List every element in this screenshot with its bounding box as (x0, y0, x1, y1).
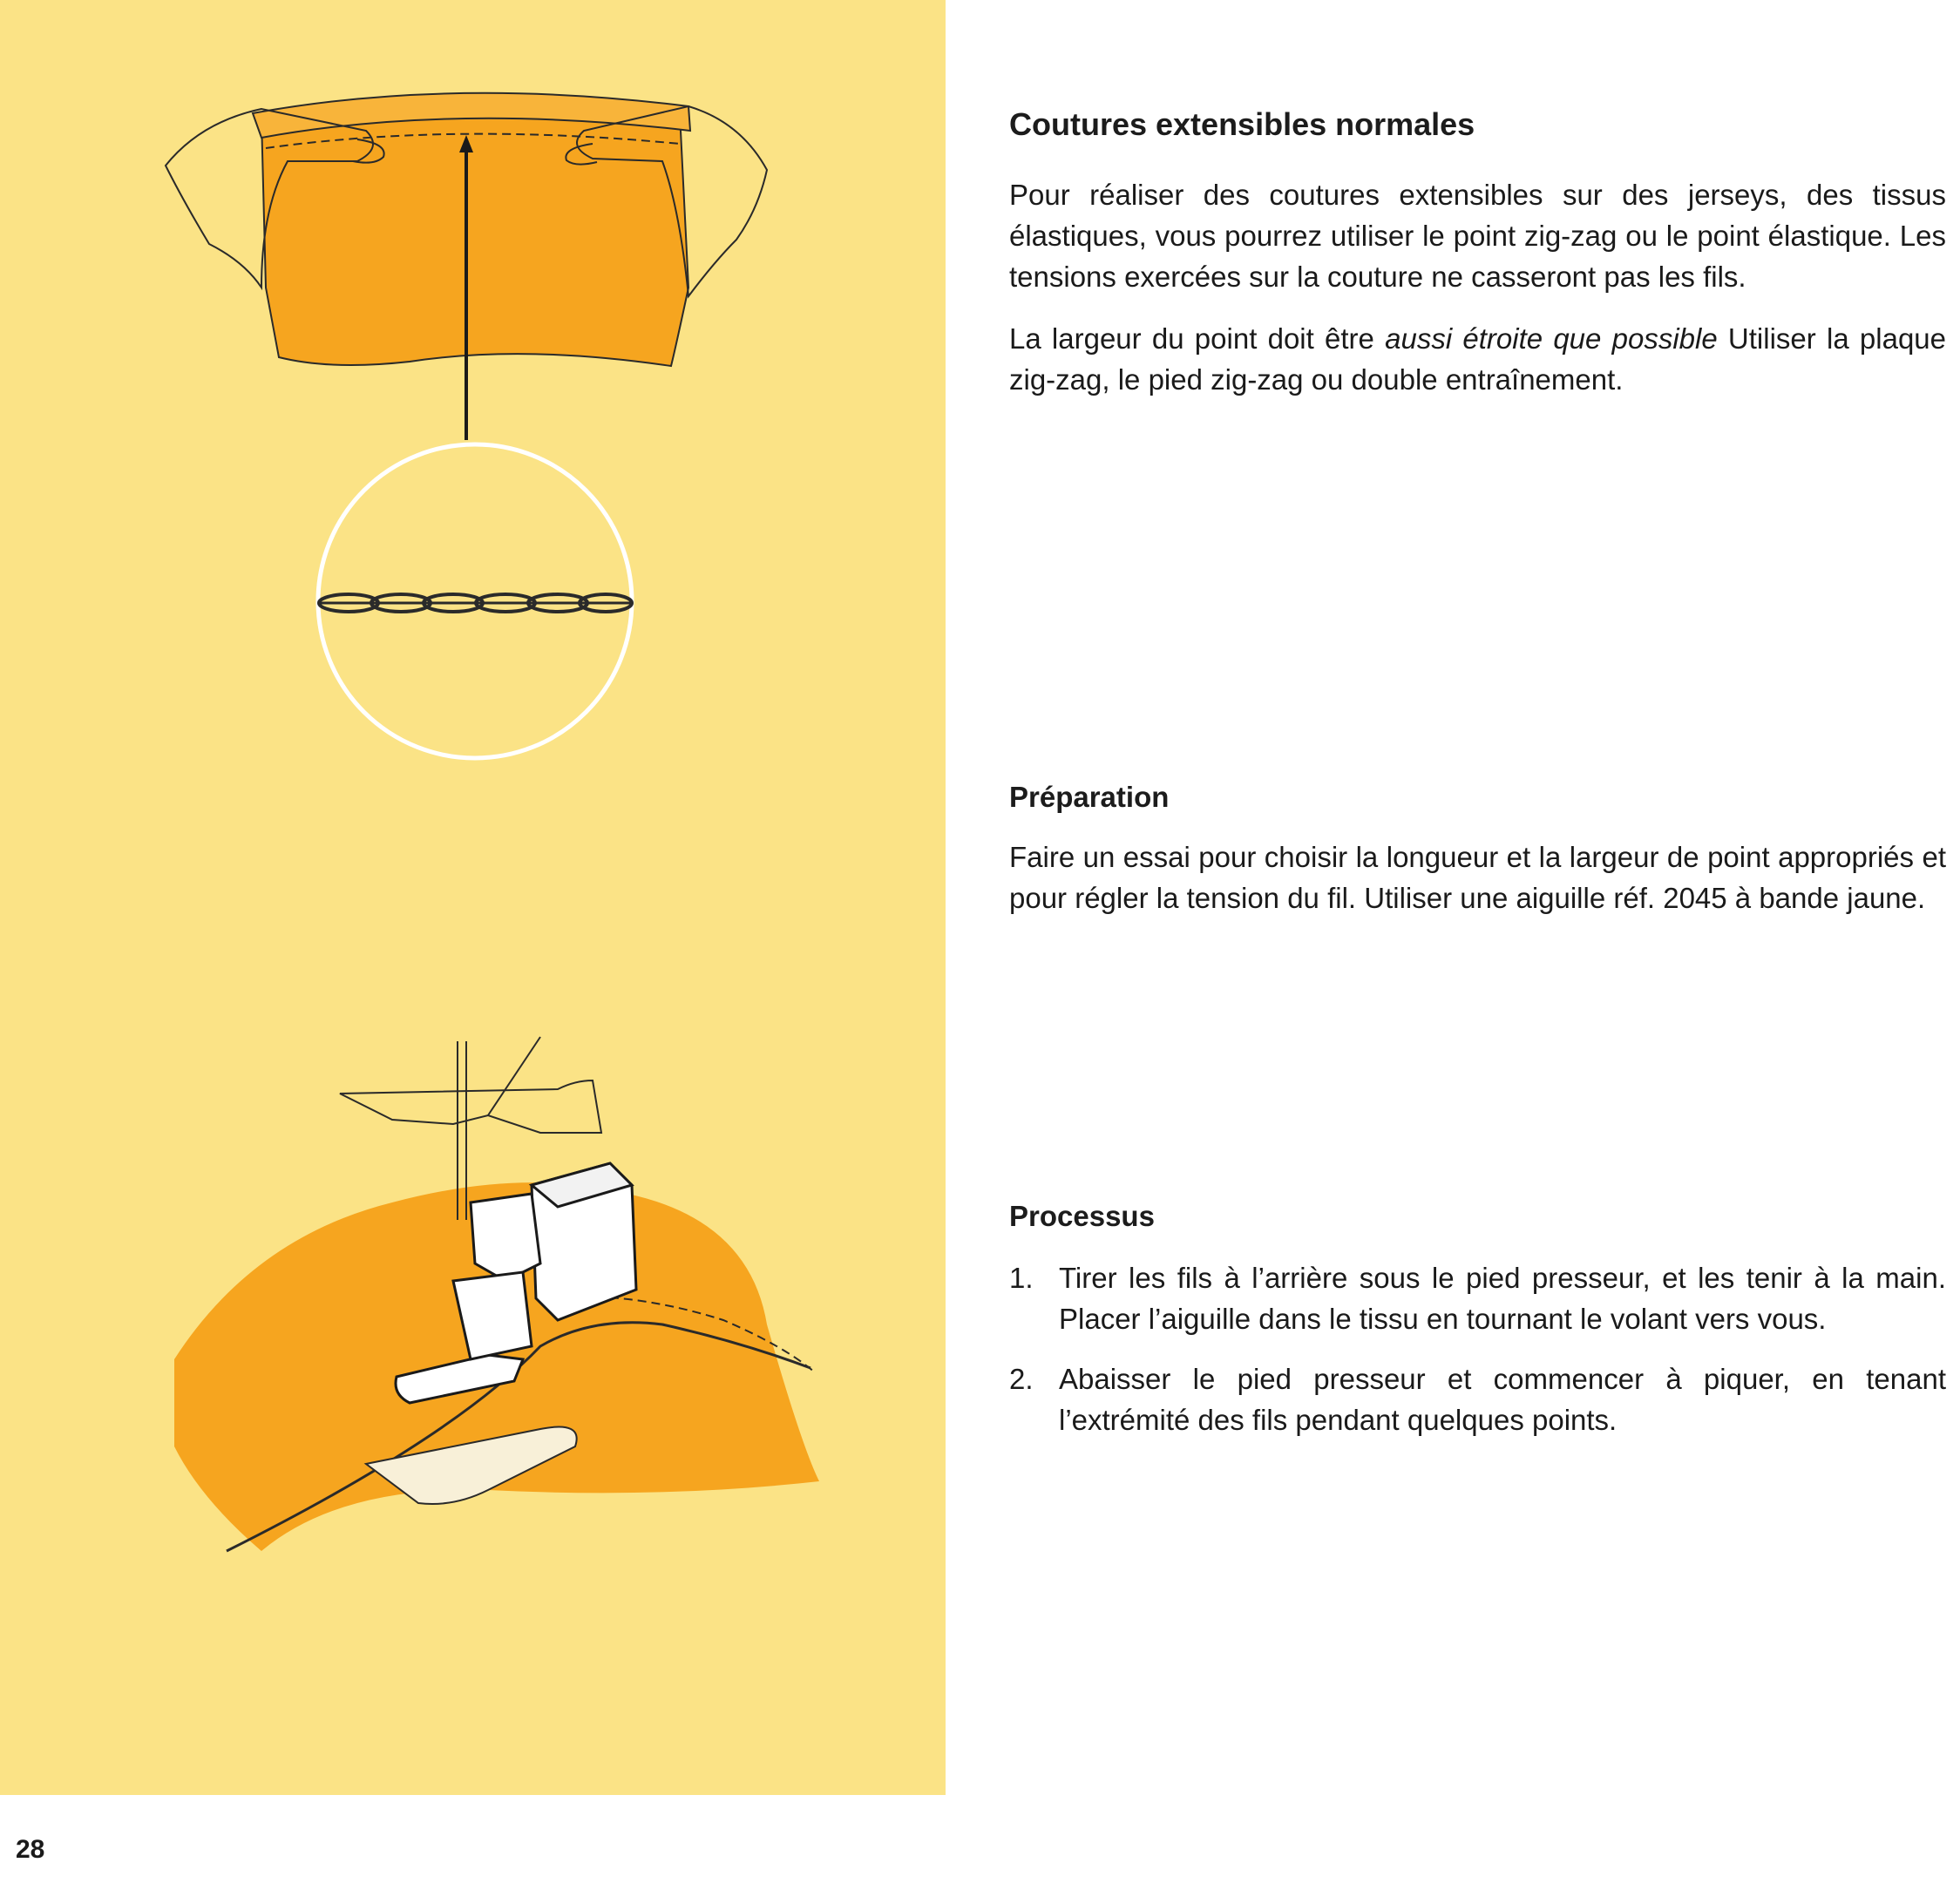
step-text: Tirer les fils à l’arrière sous le pied presseur, et les tenir à la main. Placer l’aiguille dans le tissu en tournant le volant vers vous. (1059, 1262, 1946, 1335)
section-process (1009, 1200, 1946, 1440)
step-number: 1. (1009, 1262, 1034, 1294)
section-preparation (1009, 781, 1946, 918)
preparation-title: Préparation (1009, 781, 1170, 813)
step-text: Abaisser le pied presseur et commencer à piquer, en tenant l’extrémité des fils pendant quelques points. (1059, 1363, 1946, 1436)
stretched-fabric-illustration (166, 93, 767, 758)
intro-paragraph-2 (1009, 318, 1946, 400)
magnified-stitch (318, 594, 632, 612)
preparation-paragraph: Faire un essai pour choisir la longueur et la largeur de point appropriés et pour régler la tension du fil. Utiliser une aiguille réf. 2045 à bande jaune. (1009, 841, 1946, 914)
machine-line (488, 1037, 540, 1115)
illustration-panel (0, 0, 946, 1795)
section-intro (1009, 106, 1946, 400)
section-title: Coutures extensibles normales (1009, 106, 1475, 142)
intro-p2-start: La largeur du point doit être (1009, 322, 1386, 355)
foot-mechanism (471, 1194, 540, 1281)
intro-paragraph-1: Pour réaliser des coutures extensibles sur des jerseys, des tissus élastiques, vous pourrez utiliser le point zig-zag ou le point élastique. Les tensions exercées sur la couture ne casseront pas les fils. (1009, 179, 1946, 293)
sewing-machine-illustration (174, 1037, 819, 1551)
illustration-canvas (0, 0, 946, 1795)
process-title: Processus (1009, 1200, 1155, 1232)
fabric-piece (261, 99, 688, 366)
process-steps (1009, 1257, 1946, 1440)
intro-p2-end: Utiliser la plaque zig-zag, le pied zig-zag ou double entraînement. (1009, 322, 1946, 396)
step-number: 2. (1009, 1363, 1034, 1395)
intro-p2-italic: aussi étroite que possible (1385, 322, 1718, 355)
process-step-2 (1009, 1358, 1946, 1440)
page-number: 28 (16, 1835, 45, 1864)
machine-arm (340, 1080, 601, 1133)
process-step-1 (1009, 1257, 1946, 1339)
